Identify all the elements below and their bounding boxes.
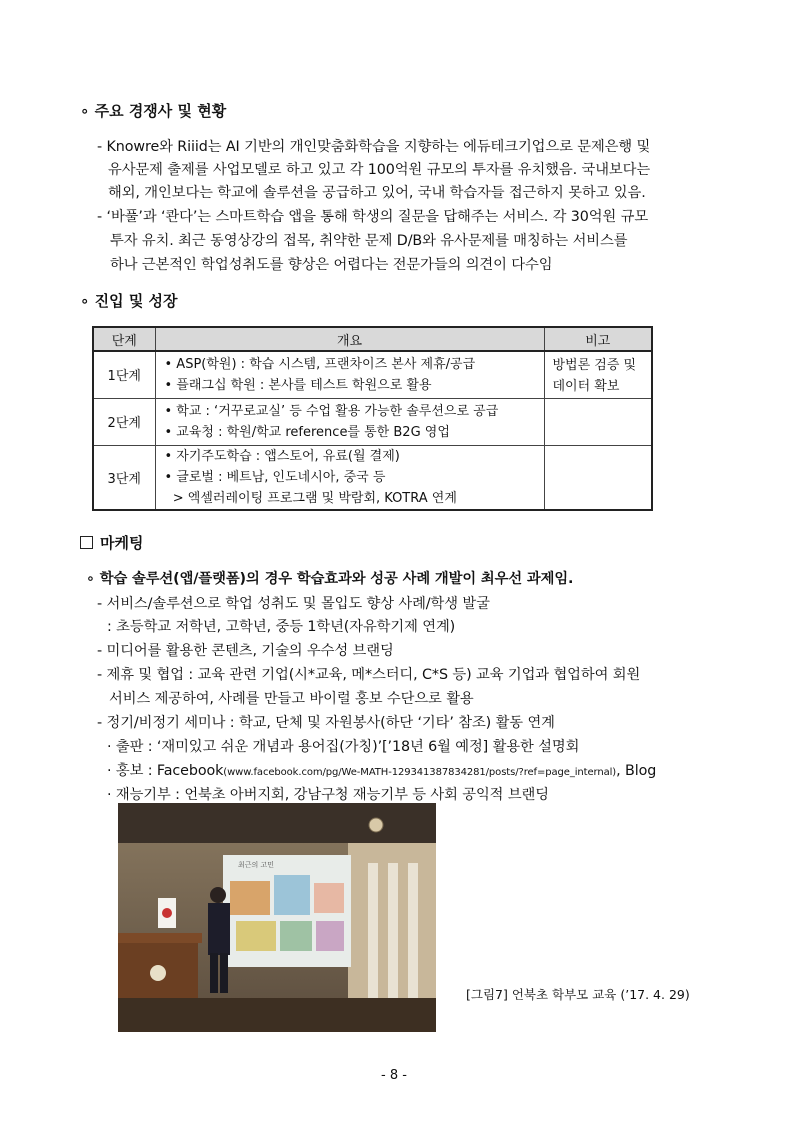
marketing-line-talent: · 재능기부 : 언북초 아버지회, 강남구청 재능기부 등 사회 공익적 브랜딩	[107, 787, 549, 803]
note-line: 데이터 확보	[552, 379, 620, 394]
header-note: 비고	[544, 327, 652, 351]
seminar-photo	[118, 803, 436, 1032]
stage-table	[92, 326, 653, 511]
note-cell	[544, 445, 652, 510]
table-header-row	[93, 327, 652, 351]
overview-item: • ASP(학원) : 학습 시스템, 프랜차이즈 본사 제휴/공급	[164, 356, 476, 372]
facebook-url: (www.facebook.com/pg/We-MATH-129341387834281/posts/?ref=page_internal)	[223, 767, 617, 778]
header-overview: 개요	[155, 327, 544, 351]
promo-suffix: , Blog	[616, 763, 657, 779]
competitors-line-2: 유사문제 출제를 사업모델로 하고 있고 각 100억원 규모의 투자를 유치했음. 국내보다는	[108, 162, 651, 178]
overview-item: • 글로벌 : 베트남, 인도네시아, 중국 등	[164, 469, 386, 485]
marketing-line-1: - 서비스/솔루션으로 학업 성취도 및 몰입도 향상 사례/학생 발굴	[97, 596, 490, 612]
note-cell	[544, 351, 652, 398]
marketing-line-5: 서비스 제공하여, 사례를 만들고 바이럴 홍보 수단으로 활용	[109, 691, 474, 707]
note-cell	[544, 398, 652, 445]
overview-cell	[155, 445, 544, 510]
stage-cell: 2단계	[93, 398, 155, 445]
competitors-line-5: 투자 유치. 최근 동영상강의 접목, 취약한 문제 D/B와 유사문제를 매칭하는 서비스를	[110, 233, 628, 249]
overview-cell	[155, 351, 544, 398]
marketing-heading: 마케팅	[100, 534, 144, 552]
marketing-line-3: - 미디어를 활용한 콘텐츠, 기술의 우수성 브랜딩	[97, 643, 394, 659]
competitors-line-3: 해외, 개인보다는 학교에 솔루션을 공급하고 있어, 국내 학습자들 접근하지 못하고 있음.	[108, 185, 646, 201]
table-row	[93, 351, 652, 398]
competitors-line-1: - Knowre와 Riiid는 AI 기반의 개인맞춤화학습을 지향하는 에듀테크기업으로 문제은행 및	[97, 139, 651, 155]
note-line: 방법론 검증 및	[552, 358, 637, 373]
overview-item: • 자기주도학습 : 앱스토어, 유료(월 결제)	[164, 448, 400, 464]
overview-item: • 교육청 : 학원/학교 reference를 통한 B2G 영업	[164, 424, 450, 440]
competitors-line-4: - ‘바풀’과 ‘콴다’는 스마트학습 앱을 통해 학생의 질문을 답해주는 서비스. 각 30억원 규모	[97, 209, 649, 225]
marketing-lead: ∘ 학습 솔루션(앱/플랫폼)의 경우 학습효과와 성공 사례 개발이 최우선 과제임.	[86, 571, 574, 587]
stage-cell: 3단계	[93, 445, 155, 510]
competitors-heading: ∘ 주요 경쟁사 및 현황	[80, 102, 227, 120]
promo-prefix: · 홍보 : Facebook	[107, 763, 224, 779]
table-row	[93, 445, 652, 510]
marketing-line-2: : 초등학교 저학년, 고학년, 중등 1학년(자유학기제 연계)	[107, 619, 456, 635]
table-row	[93, 398, 652, 445]
growth-heading: ∘ 진입 및 성장	[80, 292, 178, 310]
overview-item: • 플래그십 학원 : 본사를 테스트 학원으로 활용	[164, 377, 432, 393]
marketing-line-7: · 출판 : ‘재미있고 쉬운 개념과 용어집(가칭)’[’18년 6월 예정] 활용한 설명회	[107, 739, 580, 755]
marketing-line-6: - 정기/비정기 세미나 : 학교, 단체 및 자원봉사(하단 ‘기타’ 참조) 활동 연계	[97, 715, 555, 731]
checkbox-icon	[80, 536, 93, 549]
page-number: - 8 -	[381, 1068, 407, 1083]
promo-line	[107, 760, 656, 780]
overview-cell	[155, 398, 544, 445]
overview-item: > 엑셀러레이팅 프로그램 및 박람회, KOTRA 연계	[164, 490, 457, 506]
marketing-line-4: - 제휴 및 협업 : 교육 관련 기업(시*교육, 메*스터디, C*S 등) 교육 기업과 협업하여 회원	[97, 667, 641, 683]
figure-caption: [그림7] 언북초 학부모 교육 (’17. 4. 29)	[466, 987, 690, 1002]
competitors-line-6: 하나 근본적인 학업성취도를 향상은 어렵다는 전문가들의 의견이 다수임	[110, 257, 553, 273]
slide-title: 최근의 고민	[238, 861, 275, 869]
overview-item: • 학교 : ‘거꾸로교실’ 등 수업 활용 가능한 솔루션으로 공급	[164, 403, 499, 419]
stage-cell: 1단계	[93, 351, 155, 398]
header-stage: 단계	[93, 327, 155, 351]
